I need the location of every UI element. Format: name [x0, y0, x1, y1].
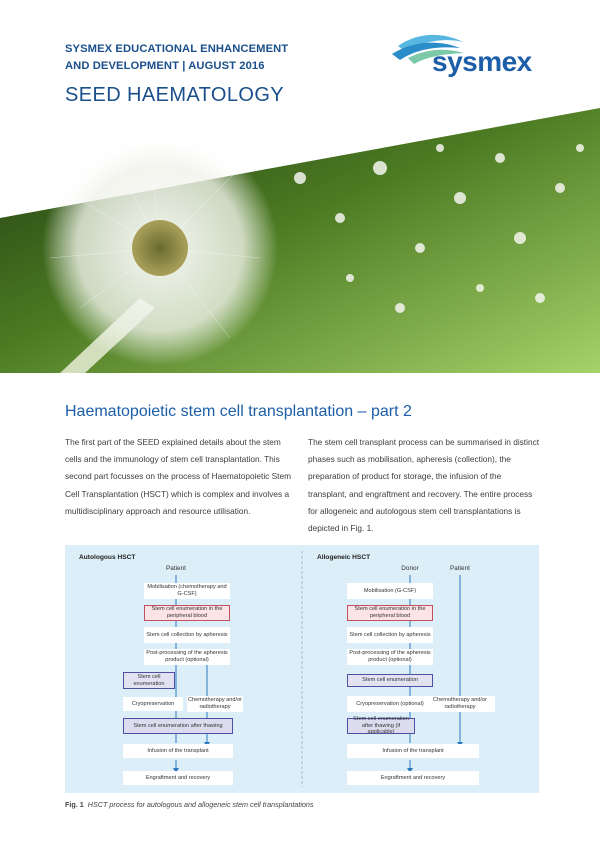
- intro-paragraph-right: The stem cell transplant process can be summarised in distinct phases such as mobilisation, apheresis (collection), the preparation of product for storage, the infusion of the transplant, and engraftment and recovery. The entire process for allogeneic and autologous stem cell transplantations is depicted in Fig. 1.: [308, 437, 540, 534]
- allo-postprocessing-step: Post-processing of the apheresis product (optional): [347, 649, 433, 665]
- figure-caption: [65, 800, 314, 809]
- allo-engraftment-step: Engraftment and recovery: [347, 771, 479, 785]
- auto-enumeration-step: Stem cell enumeration: [123, 672, 175, 689]
- allo-after-thawing-step: Stem cell enumeration after thawing (if applicable): [347, 718, 415, 734]
- auto-cryo-step: Cryopreservation: [123, 697, 183, 711]
- allo-chemo-step: Chemotherapy and/or radiotherapy: [425, 696, 495, 712]
- figure-caption-text: HSCT process for autologous and allogeneic stem cell transplantations: [87, 800, 314, 809]
- autologous-title: Autologous HSCT: [79, 554, 136, 561]
- auto-postprocessing-step: Post-processing of the apheresis product (optional): [144, 649, 230, 665]
- series-title: SEED HAEMATOLOGY: [65, 84, 285, 106]
- figure-caption-label: Fig. 1: [65, 800, 84, 809]
- sysmex-wordmark: sysmex: [432, 46, 532, 77]
- auto-infusion-step: Infusion of the transplant: [123, 744, 233, 758]
- auto-collection-step: Stem cell collection by apheresis: [144, 627, 230, 643]
- allo-mobilisation-step: Mobilisation (G-CSF): [347, 583, 433, 599]
- auto-after-thawing-step: Stem cell enumeration after thawing: [123, 718, 233, 734]
- auto-enum-blood-step: Stem cell enumeration in the peripheral blood: [144, 605, 230, 621]
- allo-patient-label: Patient: [450, 565, 470, 572]
- allo-infusion-step: Infusion of the transplant: [347, 744, 479, 758]
- intro-paragraph-left: The first part of the SEED explained details about the stem cells and the immunology of stem cell transplantation. This second part focusses on the process of Haematopoietic Stem Cell Transplantation (HSCT) which is complex and involves a multidisciplinary approach and resource utilisation.: [65, 437, 291, 516]
- allo-enum-blood-step: Stem cell enumeration in the peripheral blood: [347, 605, 433, 621]
- auto-mobilisation-step: Mobilisation (chemotherapy and G-CSF): [144, 583, 230, 599]
- allogeneic-title: Allogeneic HSCT: [317, 554, 371, 561]
- publication-line-2: AND DEVELOPMENT | AUGUST 2016: [65, 60, 265, 72]
- article-title: Haematopoietic stem cell transplantation – part 2: [65, 403, 412, 420]
- auto-engraftment-step: Engraftment and recovery: [123, 771, 233, 785]
- allo-collection-step: Stem cell collection by apheresis: [347, 627, 433, 643]
- allo-cryo-step: Cryopreservation (optional): [347, 696, 433, 712]
- publication-line-1: SYSMEX EDUCATIONAL ENHANCEMENT: [65, 43, 289, 55]
- dandelion-hero-image: [0, 108, 600, 373]
- auto-patient-label: Patient: [166, 565, 186, 572]
- allo-enumeration-step: Stem cell enumeration: [347, 674, 433, 687]
- allo-donor-label: Donor: [401, 565, 419, 572]
- auto-chemo-step: Chemotherapy and/or radiotherapy: [187, 697, 243, 710]
- hsct-process-figure: [65, 545, 539, 793]
